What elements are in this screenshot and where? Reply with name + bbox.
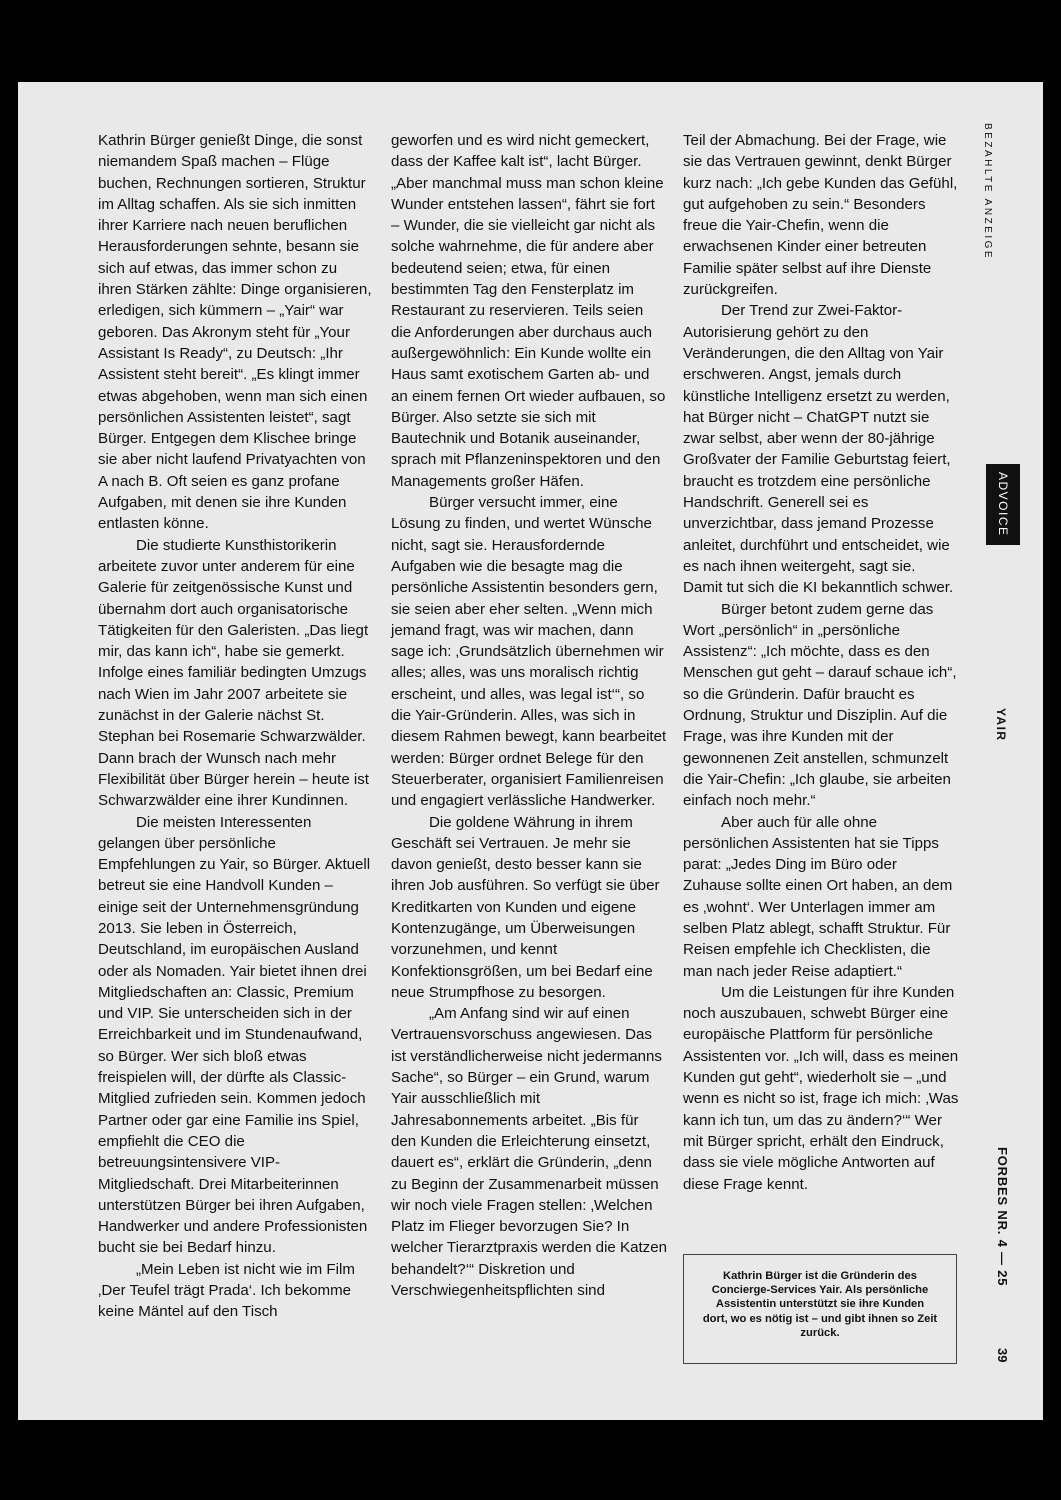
paid-ad-label: BEZAHLTE ANZEIGE (982, 123, 993, 261)
magazine-page (18, 82, 1043, 1420)
page-number: 39 (995, 1348, 1010, 1363)
paragraph: Die meisten Interessenten gelangen über persönliche Empfehlungen zu Yair, so Bürger. Aktuell betreut sie eine Handvoll Kunden – einige seit der Unternehmensgründung 2013. Sie leben in Österreich, Deutschland, im europäischen Ausland oder als Nomaden. Yair bietet ihnen drei Mitgliedschaften an: Classic, Premium und VIP. Sie unterscheiden sich in der Erreichbarkeit und im Stundenaufwand, so Bürger. Wer sich bloß etwas freispielen will, der dürfte als Classic-Mitglied zufrieden sein. Kommen jedoch Partner oder gar eine Familie ins Spiel, empfiehlt die CEO die betreuungsintensivere VIP-Mitgliedschaft. Drei Mitarbeiterinnen unterstützen Bürger bei ihren Aufgaben, Handwerker und andere Professionisten bucht sie bei Bedarf hinzu. (98, 813, 371, 1257)
paragraph: Bürger versucht immer, eine Lösung zu finden, und wertet Wünsche nicht, sagt sie. Herausfordernde Aufgaben wie die besagte mag die persönliche Assistentin besonders gern, sie seien aber eher selten. „Wenn mich jemand fragt, was wir machen, dann sage ich: ‚Grundsätzlich übernehmen wir alles; alles, was uns moralisch richtig erscheint, und alles, was legal ist‘“, so die Yair-Gründerin. Alles, was sich in diesem Rahmen bewegt, kann bearbeitet werden: Bürger ordnet Belege für den Steuerberater, organisiert Familienreisen und engagiert verlässliche Handwerker. (391, 494, 667, 810)
paragraph: Um die Leistungen für ihre Kunden noch auszubauen, schwebt Bürger eine europäische Plattform für persönliche Assistenten vor. „Ich will, dass es meinen Kunden gut geht“, wiederholt sie – „und wenn es nicht so ist, frage ich mich: ‚Was kann ich tun, um das zu ändern?‘“ Wer mit Bürger spricht, erhält den Eindruck, dass sie viele mögliche Antworten auf diese Frage kennt. (683, 983, 959, 1193)
paragraph: Kathrin Bürger genießt Dinge, die sonst niemandem Spaß machen – Flüge buchen, Rechnungen sortieren, Struktur im Alltag schaffen. Als sie sich inmitten ihrer Karriere nach neuen beruflichen Herausforderungen sehnte, besann sie sich auf etwas, das immer schon zu ihren Stärken zählte: Dinge organisieren, erledigen, sich kümmern – „Yair“ war geboren. Das Akronym steht für „Your Assistant Is Ready“, zu Deutsch: „Ihr Assistent steht bereit“. „Es klingt immer etwas abgehoben, wenn man sich einen persönlichen Assistenten leistet“, sagt Bürger. Entgegen dem Klischee bringe sie aber nicht laufend Privatyachten von A nach B. Oft seien es ganz profane Aufgaben, mit denen sie ihre Kunden entlasten könne. (98, 132, 372, 533)
paragraph: Die studierte Kunsthistorikerin arbeitete zuvor unter anderem für eine Galerie für zeitgenössische Kunst und übernahm dort auch organisatorische Tätigkeiten für den Galeristen. „Das liegt mir, das kann ich“, habe sie gemerkt. Infolge eines familiär bedingten Umzugs nach Wien im Jahr 2007 arbeitete sie zunächst in der Galerie nächst St. Stephan bei Rosemarie Schwarzwälder. Dann brach der Wunsch nach mehr Flexibilität über Bürger herein – heute ist Schwarzwälder eine ihrer Kundinnen. (98, 536, 369, 810)
paragraph: Bürger betont zudem gerne das Wort „persönlich“ in „persönliche Assistenz“: „Ich möchte, dass es den Menschen gut geht – darauf schaue ich“, so die Gründerin. Dafür braucht es Ordnung, Struktur und Disziplin. Auf die Frage, was ihre Kunden mit der gewonnenen Zeit anstellen, schmunzelt die Yair-Chefin: „Ich glaube, sie arbeiten einfach noch mehr.“ (683, 600, 957, 810)
issue-label: FORBES NR. 4 — 25 (995, 1147, 1010, 1287)
photo-caption-box: Kathrin Bürger ist die Gründerin des Concierge-Services Yair. Als persönliche Assistentin unterstützt sie ihre Kunden dort, wo es nötig ist – und gibt ihnen so Zeit zurück. (683, 1254, 957, 1364)
paragraph: „Mein Leben ist nicht wie im Film ‚Der Teufel trägt Prada‘. Ich bekomme keine Mäntel auf den Tisch (98, 1260, 355, 1321)
paragraph: geworfen und es wird nicht gemeckert, dass der Kaffee kalt ist“, lacht Bürger. „Aber manchmal muss man schon kleine Wunder entstehen lassen“, fährt sie fort – Wunder, die sie vielleicht gar nicht als solche wahrnehme, die für andere aber bedeutend seien; etwa, für einen bestimmten Tag den Fensterplatz im Restaurant zu reservieren. Teils seien die Anforderungen aber durchaus auch außergewöhnlich: Ein Kunde wollte ein Haus samt exotischem Garten ab- und an einem fernen Ort wieder aufbauen, so Bürger. Also setzte sie sich mit Bautechnik und Botanik auseinander, sprach mit Pflanzeninspektoren und den Managements großer Häfen. (391, 132, 666, 490)
article-column-2 (391, 130, 667, 1301)
paragraph: „Am Anfang sind wir auf einen Vertrauensvorschuss angewiesen. Das ist verständlicherweise nicht jedermanns Sache“, so Bürger – ein Grund, warum Yair ausschließlich mit Jahresabonnements arbeitet. „Bis für den Kunden die Erleichterung einsetzt, dauert es“, erklärt die Gründerin, „denn zu Beginn der Zusammenarbeit müssen wir noch viele Fragen stellen: ‚Welchen Platz im Flieger bevorzugen Sie? In welcher Tierarztpraxis werden die Katzen behandelt?‘“ Diskretion und Verschwiegenheitspflichten sind (391, 1005, 668, 1300)
paragraph: Aber auch für alle ohne persönlichen Assistenten hat sie Tipps parat: „Jedes Ding im Büro oder Zuhause sollte einen Ort haben, an dem es ‚wohnt‘. Wer Unterlagen immer am selben Platz ablegt, schafft Struktur. Für Reisen empfehle ich Checklisten, die man nach jeder Reise adaptiert.“ (683, 813, 953, 980)
brand-label: YAIR (994, 708, 1008, 742)
paragraph: Die goldene Währung in ihrem Geschäft sei Vertrauen. Je mehr sie davon genießt, desto besser kann sie ihren Job ausführen. So verfügt sie über Kreditkarten von Kunden und eigene Kontenzugänge, um Überweisungen vorzunehmen, und kennt Konfektionsgrößen, um bei Bedarf eine neue Strumpfhose zu besorgen. (391, 813, 660, 1001)
section-tag: ADVOICE (986, 464, 1020, 545)
article-column-3 (683, 130, 959, 1195)
article-column-1 (98, 130, 374, 1323)
paragraph: Teil der Abmachung. Bei der Frage, wie sie das Vertrauen gewinnt, denkt Bürger kurz nach: „Ich gebe Kunden das Gefühl, gut aufgehoben zu sein.“ Besonders freue die Yair-Chefin, wenn die erwachsenen Kinder einer betreuten Familie später selbst auf ihre Dienste zurückgreifen. (683, 132, 958, 299)
paragraph: Der Trend zur Zwei-Faktor-Autorisierung gehört zu den Veränderungen, die den Alltag von Yair erschweren. Angst, jemals durch künstliche Intelligenz ersetzt zu werden, hat Bürger nicht – ChatGPT nutzt sie zwar selbst, aber wenn der 80-jährige Großvater der Familie Geburtstag feiert, braucht es trotzdem eine persönliche Handschrift. Generell sei es unverzichtbar, dass jemand Prozesse anleitet, durchführt und entscheidet, wie es nach ihnen weitergeht, sagt sie. Damit tut sich die KI bekanntlich schwer. (683, 302, 954, 597)
